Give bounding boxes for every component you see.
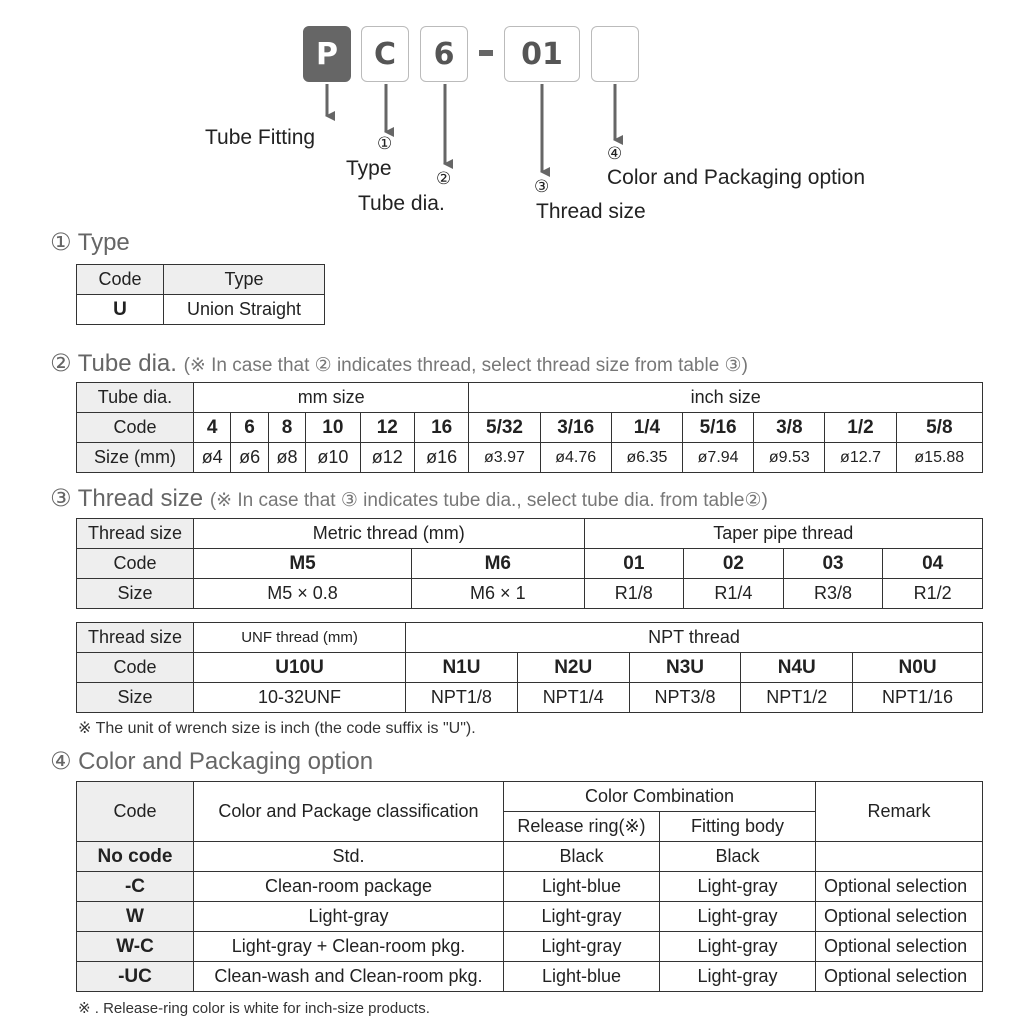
thread-a-header: Thread size [77,519,194,549]
thread-code-cell: 02 [684,549,784,579]
code-box-c: C [361,26,409,82]
thread-code-cell: 04 [883,549,983,579]
tube-size-cell: ø12.7 [825,443,896,473]
color-footnote: ※ . Release-ring color is white for inch-size products. [78,1000,430,1017]
color-cell: Black [660,842,816,872]
color-table [76,781,983,992]
color-cell: Light-gray [660,902,816,932]
color-header-body: Fitting body [660,812,816,842]
color-cell: Light-gray [660,962,816,992]
color-header-code: Code [77,782,194,842]
color-cell: Light-gray + Clean-room pkg. [194,932,504,962]
section-type-title: ① Type [50,229,130,256]
color-cell: Light-gray [660,932,816,962]
label-color: Color and Packaging option [607,166,866,189]
type-header-type: Type [164,265,325,295]
thread-footnote: ※ The unit of wrench size is inch (the code suffix is "U"). [78,720,476,737]
tube-code-cell: 5/32 [469,413,540,443]
thread-code-cell: N0U [853,653,983,683]
code-box-01: 01 [504,26,580,82]
tube-code-cell: 12 [360,413,414,443]
type-table [76,264,325,325]
thread-size-cell: NPT1/16 [853,683,983,713]
tube-size-cell: ø15.88 [896,443,982,473]
tube-code-cell: 8 [268,413,305,443]
label-tube-dia: Tube dia. [358,192,445,215]
thread-size-cell: Size [77,579,194,609]
taper-thread-header: Taper pipe thread [584,519,982,549]
color-cell: Optional selection [816,902,983,932]
thread-size-cell: R1/8 [584,579,684,609]
color-cell: Light-blue [504,872,660,902]
tube-code-cell: 3/16 [540,413,611,443]
color-cell: Clean-room package [194,872,504,902]
code-arrows [0,0,1024,240]
color-header-remark: Remark [816,782,983,842]
npt-thread-header: NPT thread [406,623,983,653]
color-cell: Light-gray [504,932,660,962]
thread-size-cell: R1/2 [883,579,983,609]
tube-dia-header: Tube dia. [77,383,194,413]
thread-code-cell: N3U [629,653,741,683]
thread-size-cell: NPT1/2 [741,683,853,713]
section-color-title: ④ Color and Packaging option [50,748,374,775]
thread-size-cell: R3/8 [783,579,883,609]
color-row [77,842,983,872]
color-cell: Black [504,842,660,872]
thread-size-cell: M6 × 1 [412,579,584,609]
color-row [77,932,983,962]
color-row [77,872,983,902]
thread-table-unf-npt [76,622,983,713]
thread-note: (※ In case that ③ indicates tube dia., select tube dia. from table②) [209,490,768,511]
color-header-classification: Color and Package classification [194,782,504,842]
mm-size-header: mm size [194,383,469,413]
type-union-straight: Union Straight [164,295,325,325]
tube-code-cell: 5/8 [896,413,982,443]
label-type-num: ① [377,134,393,153]
thread-code-cell: N2U [517,653,629,683]
label-thread-num: ③ [534,177,550,196]
color-cell: -UC [77,962,194,992]
code-box-p: P [303,26,351,82]
thread-code-cell: 01 [584,549,684,579]
tube-code-cell: 10 [306,413,360,443]
tube-dia-note: (※ In case that ② indicates thread, select thread size from table ③) [183,355,748,376]
section-thread-title [50,484,768,513]
metric-thread-header: Metric thread (mm) [194,519,585,549]
tube-code-cell: 4 [194,413,231,443]
thread-code-cell: U10U [194,653,406,683]
color-cell: Clean-wash and Clean-room pkg. [194,962,504,992]
tube-code-cell: 1/2 [825,413,896,443]
thread-size-cell: NPT1/8 [406,683,518,713]
tube-code-cell: 5/16 [683,413,754,443]
color-cell [816,842,983,872]
tube-size-cell: ø8 [268,443,305,473]
tube-size-cell: ø12 [360,443,414,473]
tube-size-cell: ø9.53 [754,443,825,473]
color-cell: Optional selection [816,872,983,902]
thread-b-header: Thread size [77,623,194,653]
color-cell: Light-gray [660,872,816,902]
thread-code-cell: M6 [412,549,584,579]
tube-code-cell: 1/4 [611,413,682,443]
label-color-num: ④ [607,144,623,163]
color-cell: Light-gray [504,902,660,932]
section-tube-dia-title [50,349,748,378]
tube-size-label: Size (mm) [77,443,194,473]
label-tube-dia-num: ② [436,169,452,188]
thread-size-cell: Size [77,683,194,713]
tube-size-cell: ø4.76 [540,443,611,473]
color-cell: W [77,902,194,932]
color-cell: Std. [194,842,504,872]
label-thread: Thread size [536,200,646,223]
type-header-code: Code [77,265,164,295]
thread-title-text: ③ Thread size [50,485,204,512]
tube-size-cell: ø10 [306,443,360,473]
tube-size-cell: ø6 [231,443,268,473]
tube-size-cell: ø6.35 [611,443,682,473]
tube-code-cell: 3/8 [754,413,825,443]
tube-code-cell: 6 [231,413,268,443]
thread-code-cell: Code [77,549,194,579]
tube-dia-table [76,382,983,473]
thread-size-cell: NPT3/8 [629,683,741,713]
color-cell: Optional selection [816,932,983,962]
color-cell: W-C [77,932,194,962]
thread-code-cell: N4U [741,653,853,683]
tube-dia-title-text: ② Tube dia. [50,350,177,377]
code-box-6: 6 [420,26,468,82]
tube-size-cell: ø7.94 [683,443,754,473]
color-header-release: Release ring(※) [504,812,660,842]
thread-size-cell: M5 × 0.8 [194,579,412,609]
color-cell: -C [77,872,194,902]
color-cell: No code [77,842,194,872]
unf-thread-header: UNF thread (mm) [194,623,406,653]
color-row [77,902,983,932]
tube-size-cell: ø16 [414,443,468,473]
label-tube-fitting: Tube Fitting [205,126,316,149]
label-type: Type [346,157,392,180]
tube-size-cell: ø4 [194,443,231,473]
color-row [77,962,983,992]
color-header-combo: Color Combination [504,782,816,812]
thread-table-metric [76,518,983,609]
thread-code-cell: 03 [783,549,883,579]
thread-size-cell: NPT1/4 [517,683,629,713]
thread-code-cell: N1U [406,653,518,683]
inch-size-header: inch size [469,383,983,413]
type-code-u: U [77,295,164,325]
color-cell: Optional selection [816,962,983,992]
thread-size-cell: R1/4 [684,579,784,609]
tube-size-cell: ø3.97 [469,443,540,473]
tube-code-cell: 16 [414,413,468,443]
color-cell: Light-gray [194,902,504,932]
tube-code-label: Code [77,413,194,443]
thread-code-cell: M5 [194,549,412,579]
thread-code-cell: Code [77,653,194,683]
color-cell: Light-blue [504,962,660,992]
thread-size-cell: 10-32UNF [194,683,406,713]
